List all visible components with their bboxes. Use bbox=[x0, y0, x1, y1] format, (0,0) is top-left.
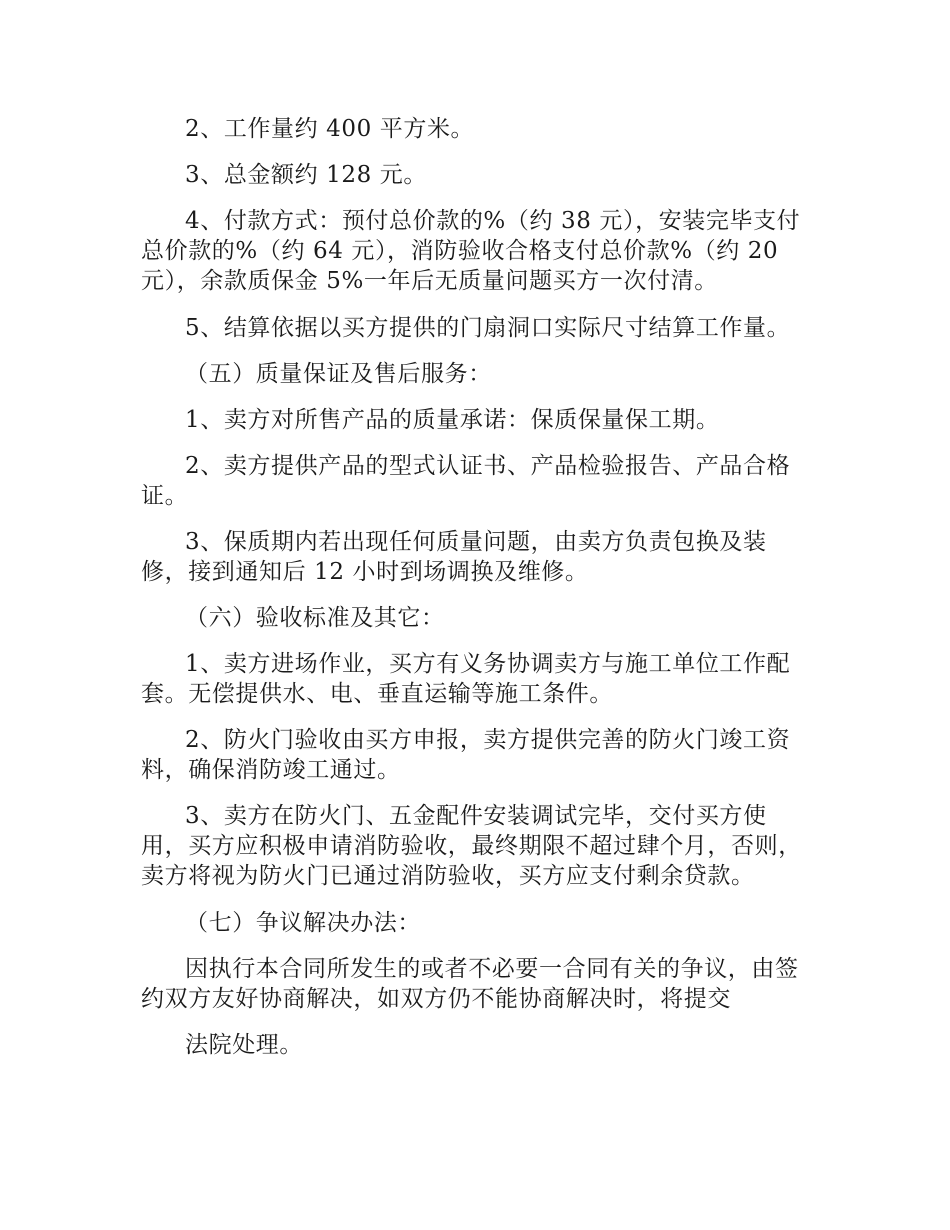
clause-site-work: 1、卖方进场作业，买方有义务协调卖方与施工单位工作配套。无偿提供水、电、垂直运输等施工条件。 bbox=[141, 651, 791, 707]
clause-dispute-resolution-end: 法院处理。 bbox=[185, 1032, 303, 1058]
clause-workload: 2、工作量约 400 平方米。 bbox=[185, 116, 475, 142]
section-heading-quality-warranty: （五）质量保证及售后服务： bbox=[185, 361, 492, 387]
clause-delivery-and-payment: 3、卖方在防火门、五金配件安装调试完毕，交付买方使用，买方应积极申请消防验收，最终期限不超过肆个月，否则，卖方将视为防火门已通过消防验收，买方应支付剩余贷款。 bbox=[141, 803, 802, 889]
clause-fire-door-acceptance: 2、防火门验收由买方申报，卖方提供完善的防火门竣工资料，确保消防竣工通过。 bbox=[141, 727, 791, 783]
clause-certificates: 2、卖方提供产品的型式认证书、产品检验报告、产品合格证。 bbox=[141, 453, 791, 509]
clause-payment-method: 4、付款方式：预付总价款的%（约 38 元），安装完毕支付总价款的%（约 64 元），消防验收合格支付总价款%（约 20 元），余款质保金 5%一年后无质量问题买方一次付清。 bbox=[141, 208, 801, 294]
clause-quality-commitment: 1、卖方对所售产品的质量承诺：保质保量保工期。 bbox=[185, 407, 720, 433]
clause-dispute-resolution: 因执行本合同所发生的或者不必要一合同有关的争议，由签约双方友好协商解决，如双方仍不能协商解决时，将提交 bbox=[141, 956, 799, 1012]
clause-total-amount: 3、总金额约 128 元。 bbox=[185, 162, 427, 188]
clause-warranty-repair: 3、保质期内若出现任何质量问题，由卖方负责包换及装修，接到通知后 12 小时到场调换及维修。 bbox=[141, 529, 767, 585]
section-heading-dispute: （七）争议解决办法： bbox=[185, 910, 421, 936]
section-heading-acceptance: （六）验收标准及其它： bbox=[185, 605, 445, 631]
clause-settlement-basis: 5、结算依据以买方提供的门扇洞口实际尺寸结算工作量。 bbox=[185, 315, 791, 341]
